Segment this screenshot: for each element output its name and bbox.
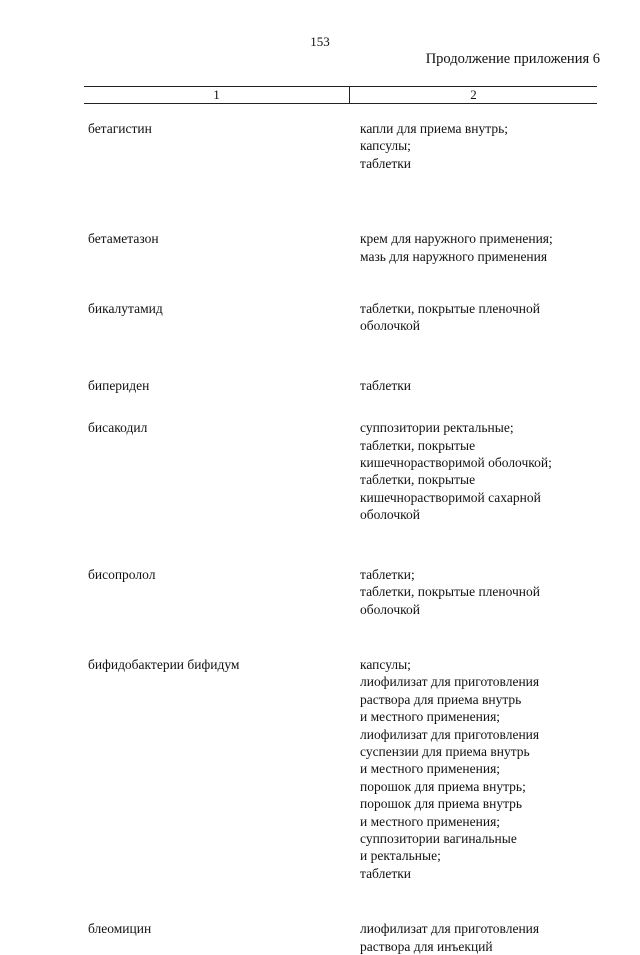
dosage-form-line: таблетки bbox=[360, 155, 412, 171]
page-number: 153 bbox=[310, 34, 330, 49]
dosage-forms bbox=[360, 120, 508, 172]
dosage-forms bbox=[360, 377, 411, 394]
dosage-form-line: раствора для инъекций bbox=[360, 938, 493, 954]
dosage-form-line: таблетки, покрытые пленочной bbox=[360, 584, 541, 600]
dosage-form-line: и местного применения; bbox=[360, 761, 501, 777]
dosage-form-line: таблетки, покрытые bbox=[360, 437, 476, 453]
table-row bbox=[0, 656, 640, 882]
dosage-form-line: и местного применения; bbox=[360, 813, 501, 829]
dosage-form-line: таблетки, покрытые bbox=[360, 472, 476, 488]
dosage-form-line: капли для приема внутрь; bbox=[360, 121, 508, 136]
continuation-title: Продолжение приложения 6 bbox=[425, 51, 600, 67]
dosage-form-line: суспензии для приема внутрь bbox=[360, 743, 530, 759]
dosage-form-line: таблетки bbox=[360, 865, 412, 881]
dosage-form-line: таблетки; bbox=[360, 566, 415, 582]
drug-list bbox=[0, 120, 640, 955]
drug-name: бифидобактерии бифидум bbox=[88, 656, 240, 672]
dosage-form-line: таблетки bbox=[360, 377, 412, 393]
dosage-form-line: мазь для наружного применения bbox=[360, 248, 548, 264]
table-header bbox=[84, 86, 597, 104]
dosage-form-line: капсулы; bbox=[360, 138, 411, 154]
dosage-form-line: суппозитории вагинальные bbox=[360, 830, 517, 846]
dosage-forms bbox=[360, 230, 553, 265]
dosage-form-line: и ректальные; bbox=[360, 848, 441, 864]
dosage-form-line: кишечнорастворимой сахарной bbox=[360, 489, 541, 505]
dosage-forms bbox=[360, 566, 540, 618]
dosage-form-line: и местного применения; bbox=[360, 709, 501, 725]
dosage-form-line: оболочкой bbox=[360, 507, 420, 523]
drug-name: бипериден bbox=[88, 377, 150, 393]
table-row bbox=[0, 419, 640, 523]
drug-name: блеомицин bbox=[88, 921, 152, 937]
table-row bbox=[0, 230, 640, 265]
dosage-form-line: суппозитории ректальные; bbox=[360, 420, 514, 436]
table-header-col-1: 1 bbox=[84, 87, 350, 103]
table-row bbox=[0, 300, 640, 335]
table-row bbox=[0, 920, 640, 955]
drug-name: бетагистин bbox=[88, 121, 152, 136]
drug-name: бисопролол bbox=[88, 566, 156, 582]
drug-name: бисакодил bbox=[88, 420, 148, 436]
dosage-form-line: порошок для приема внутрь bbox=[360, 796, 523, 812]
dosage-forms bbox=[360, 300, 540, 335]
dosage-form-line: крем для наружного применения; bbox=[360, 231, 553, 247]
dosage-form-line: таблетки, покрытые пленочной bbox=[360, 301, 541, 317]
table-row bbox=[0, 377, 640, 394]
dosage-form-line: лиофилизат для приготовления bbox=[360, 921, 540, 937]
table-row bbox=[0, 566, 640, 618]
table-header-col-2: 2 bbox=[470, 87, 477, 102]
dosage-forms bbox=[360, 419, 552, 523]
dosage-form-line: лиофилизат для приготовления bbox=[360, 674, 540, 690]
dosage-form-line: кишечнорастворимой оболочкой; bbox=[360, 455, 552, 471]
table-row bbox=[0, 120, 640, 172]
dosage-form-line: порошок для приема внутрь; bbox=[360, 778, 526, 794]
dosage-form-line: оболочкой bbox=[360, 318, 420, 334]
drug-name: бетаметазон bbox=[88, 231, 159, 247]
dosage-form-line: оболочкой bbox=[360, 601, 420, 617]
dosage-form-line: капсулы; bbox=[360, 656, 411, 672]
dosage-form-line: лиофилизат для приготовления bbox=[360, 726, 540, 742]
dosage-form-line: раствора для приема внутрь bbox=[360, 691, 522, 707]
dosage-forms bbox=[360, 656, 539, 882]
dosage-forms bbox=[360, 920, 539, 955]
drug-name: бикалутамид bbox=[88, 301, 163, 317]
